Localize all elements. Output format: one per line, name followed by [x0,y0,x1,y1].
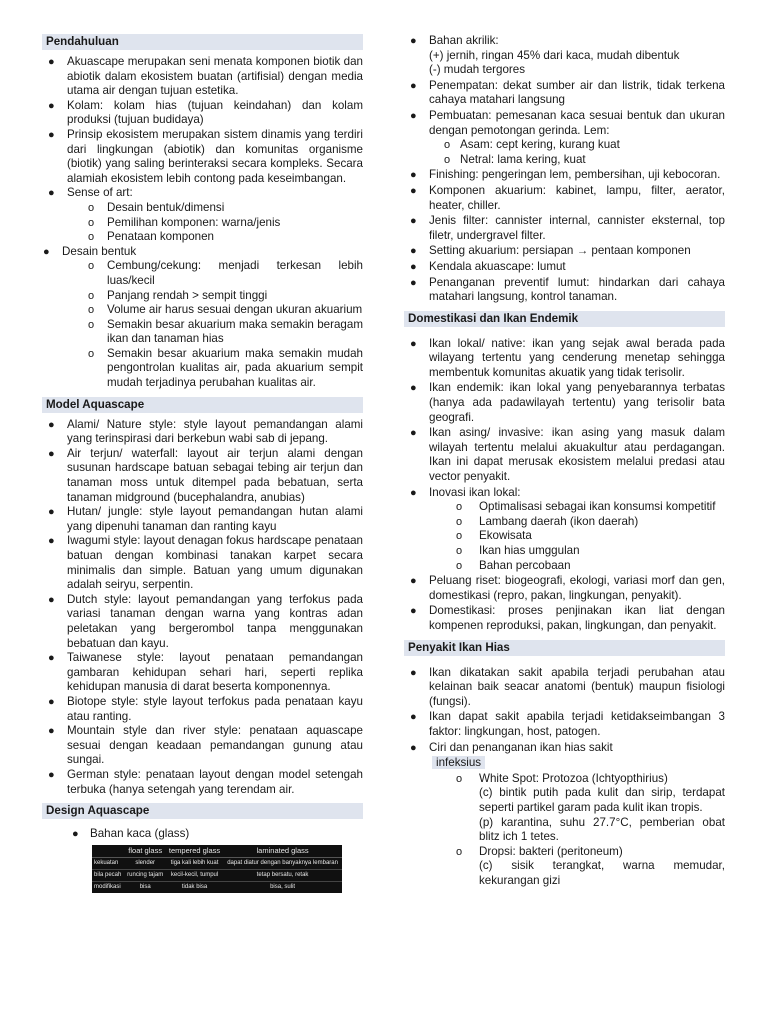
sub-list-item: o Cembung/cekung: menjadi terkesan lebih luas/kecil [88,259,363,287]
table-cell: kekuatan [92,857,124,869]
table-cell: tetap bersatu, retak [223,869,342,881]
bullet-icon: ● [48,128,55,141]
table-cell: bila pecah [92,869,124,881]
sub-list-item: o Semakin besar akuarium maka semakin mudah pengontrolan kualitas air, pada akuarium sempit mudah terjadinya perubahan kualitas air. [88,346,363,390]
list-item: ● Akuascape merupakan seni menata komponen biotik dan abiotik dalam ekosistem buatan (artifisial) dengan media utama air dengan tujuan estetika. [48,55,363,98]
bullet-icon: ● [410,711,417,724]
circle-bullet-icon: o [88,201,95,214]
bullet-icon: ● [410,486,417,499]
bullet-icon: ● [48,652,55,665]
right-column [404,34,725,888]
bullet-icon: ● [48,447,55,460]
circle-bullet-icon: o [88,318,95,331]
list-item: ● Kolam: kolam hias (tujuan keindahan) dan kolam produksi (tujuan budidaya) [48,98,363,127]
list-item: ● Penanganan preventif lumut: hindarkan dari cahaya matahari langsung, kontrol tanaman. [410,275,725,304]
sub-list-item: o Volume air harus sesuai dengan ukuran akuarium [88,303,363,317]
sub-list-item: o Penataan komponen [88,230,215,244]
list-item: ● Peluang riset: biogeografi, ekologi, variasi morf dan gen, domestikasi (repro, pakan, lingkungan, penyakit). [410,574,725,602]
circle-bullet-icon: o [456,515,463,528]
circle-bullet-icon: o [88,304,95,317]
table-header-row [92,845,342,858]
circle-bullet-icon: o [444,139,451,152]
sub-list-item: o Panjang rendah > sempit tinggi [88,288,268,302]
list-item: ● Jenis filter: cannister internal, cannister eksternal, top filetr, undergravel filter. [410,214,725,242]
list-item: ● Inovasi ikan lokal: [410,485,521,499]
bullet-icon: ● [48,768,55,781]
list-item: ● Ikan asing/ invasive: ikan asing yang masuk dalam wilayah tertentu melalui akuakultur atau perdagangan. Ikan ini dapat merusak ekosistem melalui predasi atau vector penyakit. [410,426,725,484]
table-header-cell: float glass [124,845,165,858]
bullet-icon: ● [48,695,55,708]
sub-list-item: o Dropsi: bakteri (peritoneum) [456,844,623,858]
list-item: ● Bahan akrilik: [410,34,499,47]
bullet-icon: ● [410,666,417,679]
bullet-icon: ● [48,187,55,200]
table-cell: tidak bisa [166,881,223,893]
sub-list-detail: (c) sisik terangkat, warna memudar, kekurangan gizi [479,859,725,887]
sub-list-item: o Bahan percobaan [456,558,571,572]
circle-bullet-icon: o [88,347,95,360]
sub-list-item: o Lambang daerah (ikon daerah) [456,514,639,528]
list-item: ● Penempatan: dekat sumber air dan listrik, tidak terkena cahaya matahari langsung [410,78,725,107]
circle-bullet-icon: o [88,216,95,229]
bullet-icon: ● [410,35,417,47]
bullet-icon: ● [410,260,417,273]
bullet-icon: ● [48,506,55,519]
sub-list-item: o Asam: cept kering, kurang kuat [444,138,620,152]
list-item: ● Bahan kaca (glass) [72,827,190,841]
bullet-icon: ● [410,427,417,440]
list-item: ● Mountain style dan river style: penataan aquascape sesuai dengan keadaan pemandangan gunung atau sungai. [48,724,363,767]
sub-list-item: o Pemilihan komponen: warna/jenis [88,215,281,229]
list-item: ● Pembuatan: pemesanan kaca sesuai bentuk dan ukuran dengan pemotongan gerinda. Lem: [410,108,725,137]
circle-bullet-icon: o [456,559,463,572]
sub-list-item: o White Spot: Protozoa (Ichtyopthirius) [456,771,668,785]
list-item: ● Ikan endemik: ikan lokal yang penyebarannya terbatas (hanya ada padawilayah tertentu) yang terisolir bata geografi. [410,381,725,424]
bullet-icon: ● [410,215,417,228]
sub-list-item: o Desain bentuk/dimensi [88,200,225,214]
sub-list-detail: (p) karantina, suhu 27.7°C, pemberian obat blitz ich 1 tetes. [479,815,725,844]
bullet-icon: ● [410,79,417,92]
list-item: ● Hutan/ jungle: style layout pemandangan hutan alami yang dipenuhi tanaman dan ranting kayu [48,505,363,533]
bullet-icon: ● [48,418,55,431]
circle-bullet-icon: o [456,501,463,514]
bullet-icon: ● [410,245,417,258]
list-item: ● Kendala akuascape: lumut [410,259,566,273]
list-item: ● Biotope style: style layout terfokus pada penataan kayu atau ranting. [48,694,363,723]
circle-bullet-icon: o [88,231,95,244]
list-item: ● Ikan dapat sakit apabila terjadi ketidakseimbangan 3 faktor: lingkungan, host, patogen. [410,710,725,738]
list-item: ● Ciri dan penanganan ikan hias sakit [410,740,613,754]
section-heading-design-aquascape: Design Aquascape [42,803,363,819]
bullet-icon: ● [410,382,417,395]
bullet-icon: ● [410,337,417,350]
circle-bullet-icon: o [444,153,451,166]
list-item: ● Komponen akuarium: kabinet, lampu, filter, aerator, heater, chiller. [410,183,725,212]
table-cell: bisa, sulit [223,881,342,893]
table-row [92,869,342,881]
section-heading-model-aquascape: Model Aquascape [42,397,363,413]
list-item: ● Ikan lokal/ native: ikan yang sejak awal berada pada wilayang tertentu yang cenderung menetap sehingga membentuk komunitas akuatik yang tidak terisolir. [410,336,725,379]
list-item: ● Air terjun/ waterfall: layout air terjun alami dengan susunan hardscape batuan sebagai tebing air terjun dan tanaman moss untuk ditempel pada bebatuan, serta tanaman midground (bucephalandra, anubias) [48,446,363,504]
bullet-icon: ● [72,828,79,841]
left-column [42,34,363,893]
bullet-icon: ● [48,593,55,606]
table-row [92,881,342,893]
table-cell: dapat diatur dengan banyaknya lembaran [223,857,342,869]
bullet-icon: ● [410,184,417,197]
infeksius-label: infeksius [432,756,485,769]
bullet-icon: ● [410,741,417,754]
table-header-cell: laminated glass [223,845,342,858]
table-row [92,857,342,869]
bullet-icon: ● [48,725,55,738]
circle-bullet-icon: o [456,530,463,543]
sub-list-detail: (c) bintik putih pada kulit dan sirip, terdapat seperti partikel garam pada kulit ikan tropis. [479,786,725,814]
sub-list-item: o Ekowisata [456,529,532,543]
circle-bullet-icon: o [456,845,463,858]
table-cell: bisa [124,881,165,893]
sub-list-item: o Optimalisasi sebagai ikan konsumsi kompetitif [456,500,716,514]
circle-bullet-icon: o [456,772,463,785]
table-cell: slender [124,857,165,869]
sub-list-item: o Ikan hias umggulan [456,544,580,557]
bullet-icon: ● [410,169,417,182]
list-item: ● Prinsip ekosistem merupakan sistem dinamis yang terdiri dari lingkungan (abiotik) dan komunitas organisme (biotik) yang saling berinteraksi secara kompleks. Secara alamiah ekosistem lebih contong pada keseimbangan. [48,127,363,185]
bullet-icon: ● [410,575,417,588]
list-item: ● Domestikasi: proses penjinakan ikan liat dengan kompenen reproduksi, pakan, lingkungan, dan penyakit. [410,604,725,632]
table-cell: modifikasi [92,881,124,893]
circle-bullet-icon: o [88,260,95,273]
list-item: ● Alami/ Nature style: style layout pemandangan alami yang terinspirasi dari berkebun wabi sab di jepang. [48,417,363,446]
table-header-cell: tempered glass [166,845,223,858]
sub-list-item: o Netral: lama kering, kuat [444,152,586,166]
list-item: ● Desain bentuk [43,244,137,258]
table-cell: kecil-kecil, tumpul [166,869,223,881]
circle-bullet-icon: o [456,545,463,557]
list-item-continuation: (-) mudah tergores [429,63,526,77]
bullet-icon: ● [48,56,55,68]
table-header-cell [92,845,124,858]
subsection-tag [404,756,725,771]
bullet-icon: ● [410,605,417,618]
list-item: ● Dutch style: layout pemandangan yang terfokus pada variasi tanaman dengan warna yang kontras adan peletakan yang bergerombol tanpa menggunakan bebatuan dan kayu. [48,592,363,650]
bullet-icon: ● [48,99,55,112]
list-item: ● German style: penataan layout dengan model setengah terbuka (hanya setengah yang terendam air. [48,767,363,796]
list-item: ● Ikan dikatakan sakit apabila terjadi perubahan atau kelainan baik seacar anatomi (bentuk) maupun fisiologi (fungsi). [410,665,725,708]
list-item: ● Setting akuarium: persiapan → pentaan komponen [410,244,691,258]
circle-bullet-icon: o [88,289,95,302]
bullet-icon: ● [43,245,50,258]
list-item: ● Taiwanese style: layout penataan pemandangan gambaran kehidupan sehari hari, seperti replika kehidupan manusia di darat beserta komponennya. [48,651,363,694]
table-cell: runcing tajam [124,869,165,881]
section-heading-penyakit: Penyakit Ikan Hias [404,640,725,656]
sub-list-item: o Semakin besar akuarium maka semakin beragam ikan dan tanaman hias [88,317,363,346]
glass-comparison-table [92,845,342,893]
list-item: ● Sense of art: [48,186,133,200]
list-item: ● Iwagumi style: layout denagan fokus hardscape penataan batuan dengan kombinasi tanakan karpet secara minimalis dan simple. Batuan yang umum digunakan adalah seiryu, serpentin. [48,534,363,592]
bullet-icon: ● [410,109,417,122]
section-heading-pendahuluan: Pendahuluan [42,34,363,50]
bullet-icon: ● [48,535,55,548]
table-cell: tiga kali lebih kuat [166,857,223,869]
section-heading-domestikasi: Domestikasi dan Ikan Endemik [404,311,725,327]
list-item-continuation: (+) jernih, ringan 45% dari kaca, mudah dibentuk [429,48,680,62]
bullet-icon: ● [410,276,417,289]
list-item: ● Finishing: pengeringan lem, pembersihan, uji kebocoran. [410,168,721,182]
